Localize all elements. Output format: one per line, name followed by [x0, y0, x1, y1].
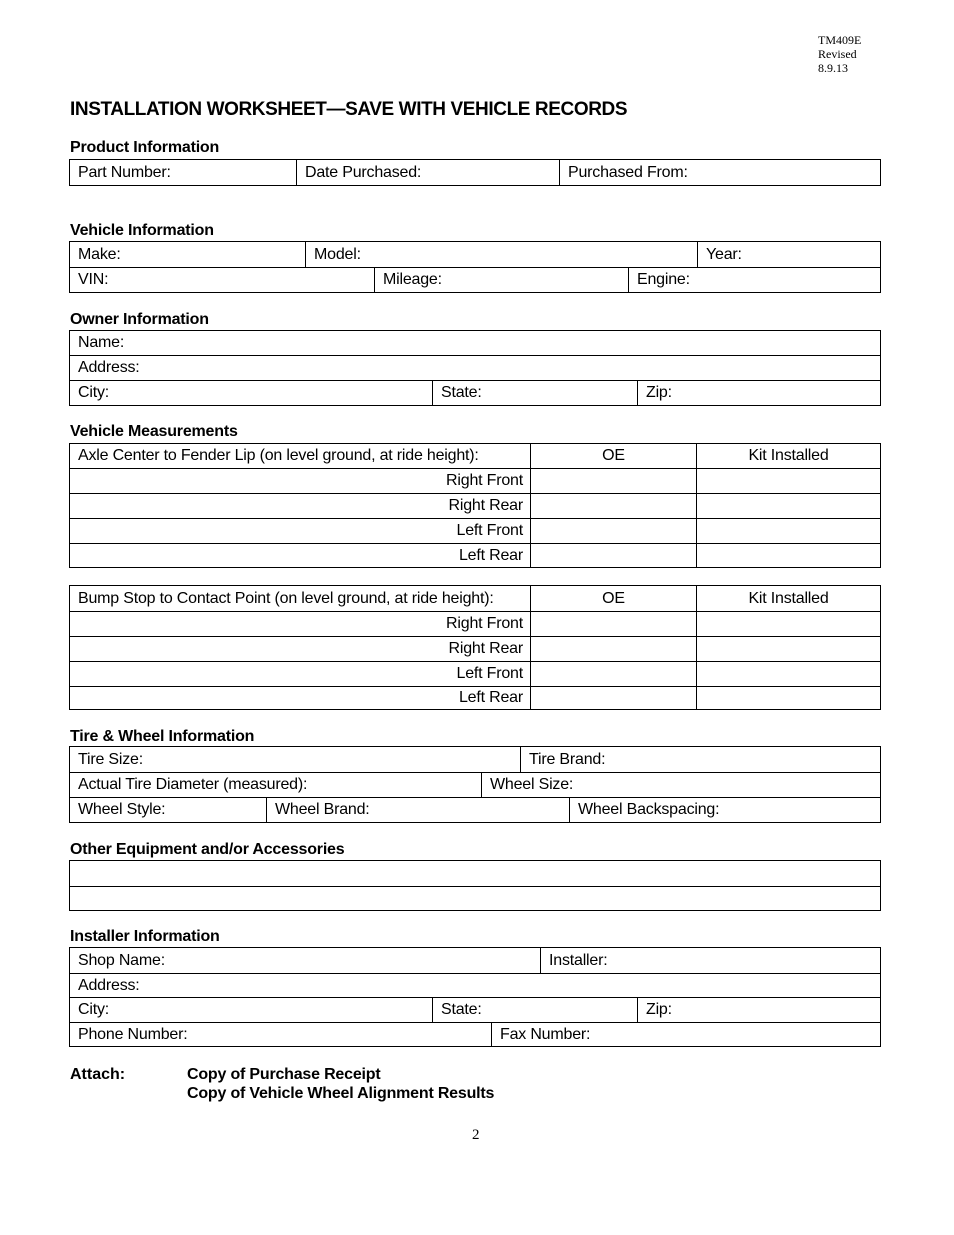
fax-number-field[interactable]: Fax Number: — [491, 1023, 880, 1046]
owner-heading: Owner Information — [70, 311, 209, 328]
tire-brand-field[interactable]: Tire Brand: — [520, 747, 880, 772]
axle-position-label: Right Front — [446, 472, 523, 489]
other-table — [69, 860, 881, 911]
revised-label: Revised — [818, 47, 857, 61]
wheel-backspacing-field[interactable]: Wheel Backspacing: — [569, 798, 880, 822]
axle-left-front-kit[interactable] — [696, 519, 880, 543]
tire-heading: Tire & Wheel Information — [70, 728, 255, 745]
bump-kit-header: Kit Installed — [696, 586, 880, 611]
bump-right-rear-oe[interactable] — [530, 637, 696, 661]
axle-right-front-oe[interactable] — [530, 469, 696, 493]
owner-city-field[interactable]: City: — [78, 384, 110, 401]
axle-oe-header: OE — [530, 444, 696, 468]
attach-item: Copy of Purchase Receipt — [187, 1066, 381, 1083]
bump-oe-header: OE — [530, 586, 696, 611]
owner-zip-field[interactable]: Zip: — [637, 381, 880, 405]
wheel-style-field[interactable]: Wheel Style: — [78, 801, 166, 818]
axle-right-rear-kit[interactable] — [696, 494, 880, 518]
other-equipment-line-2[interactable] — [70, 887, 880, 910]
bump-label: Bump Stop to Contact Point (on level ground, at ride height): — [78, 589, 494, 607]
installer-state-field[interactable]: State: — [432, 998, 637, 1022]
other-equipment-line-1[interactable] — [70, 861, 880, 886]
axle-label: Axle Center to Fender Lip (on level ground, at ride height): — [78, 447, 479, 464]
purchased-from-field[interactable]: Purchased From: — [559, 160, 880, 185]
installer-address-field[interactable]: Address: — [78, 976, 140, 994]
axle-left-rear-kit[interactable] — [696, 544, 880, 567]
revision-block — [818, 33, 861, 75]
attach-item: Copy of Vehicle Wheel Alignment Results — [187, 1085, 495, 1102]
axle-table — [69, 443, 881, 568]
bump-left-rear-kit[interactable] — [696, 687, 880, 709]
product-heading: Product Information — [70, 139, 220, 156]
axle-left-front-oe[interactable] — [530, 519, 696, 543]
bump-left-rear-oe[interactable] — [530, 687, 696, 709]
tire-diameter-field[interactable]: Actual Tire Diameter (measured): — [78, 776, 308, 793]
axle-position-label: Left Rear — [458, 546, 523, 564]
attach-label: Attach: — [70, 1066, 126, 1083]
axle-left-rear-oe[interactable] — [530, 544, 696, 567]
bump-right-front-oe[interactable] — [530, 612, 696, 636]
bump-position-label: Left Rear — [458, 689, 523, 706]
model-field[interactable]: Model: — [305, 242, 697, 267]
revision-date: 8.9.13 — [818, 61, 848, 75]
owner-address-field[interactable]: Address: — [78, 359, 140, 376]
phone-number-field[interactable]: Phone Number: — [78, 1025, 188, 1043]
owner-name-field[interactable]: Name: — [78, 334, 125, 351]
shop-name-field[interactable]: Shop Name: — [78, 951, 165, 969]
bump-right-rear-kit[interactable] — [696, 637, 880, 661]
tire-table — [69, 746, 881, 823]
tire-size-field[interactable]: Tire Size: — [78, 750, 143, 768]
bump-position-label: Right Front — [446, 615, 523, 632]
installer-table — [69, 947, 881, 1047]
owner-state-field[interactable]: State: — [432, 381, 637, 405]
axle-right-rear-oe[interactable] — [530, 494, 696, 518]
vehicle-table — [69, 241, 881, 293]
installer-name-field[interactable]: Installer: — [540, 948, 880, 973]
bump-stop-table — [69, 585, 881, 710]
make-field[interactable]: Make: — [78, 245, 121, 263]
wheel-brand-field[interactable]: Wheel Brand: — [266, 798, 569, 822]
bump-right-front-kit[interactable] — [696, 612, 880, 636]
other-heading: Other Equipment and/or Accessories — [70, 841, 345, 858]
installer-zip-field[interactable]: Zip: — [637, 998, 880, 1022]
bump-left-front-kit[interactable] — [696, 662, 880, 686]
wheel-size-field[interactable]: Wheel Size: — [481, 773, 880, 797]
part-number-field[interactable]: Part Number: — [78, 163, 171, 181]
axle-kit-header: Kit Installed — [696, 444, 880, 468]
page-number: 2 — [472, 1127, 480, 1143]
mileage-field[interactable]: Mileage: — [374, 268, 628, 292]
vehicle-heading: Vehicle Information — [70, 222, 214, 239]
bump-position-label: Left Front — [456, 665, 523, 682]
product-table — [69, 159, 881, 186]
installer-heading: Installer Information — [70, 928, 220, 945]
year-field[interactable]: Year: — [697, 242, 880, 267]
engine-field[interactable]: Engine: — [628, 268, 880, 292]
date-purchased-field[interactable]: Date Purchased: — [296, 160, 559, 185]
bump-left-front-oe[interactable] — [530, 662, 696, 686]
measurements-heading: Vehicle Measurements — [70, 423, 238, 440]
page-title: INSTALLATION WORKSHEET—SAVE WITH VEHICLE RECORDS — [70, 99, 628, 120]
owner-table — [69, 330, 881, 406]
form-code: TM409E — [818, 33, 862, 47]
installer-city-field[interactable]: City: — [78, 1001, 110, 1018]
axle-position-label: Left Front — [456, 522, 523, 539]
axle-position-label: Right Rear — [448, 497, 523, 514]
bump-position-label: Right Rear — [448, 640, 523, 657]
axle-right-front-kit[interactable] — [696, 469, 880, 493]
vin-field[interactable]: VIN: — [78, 271, 109, 288]
